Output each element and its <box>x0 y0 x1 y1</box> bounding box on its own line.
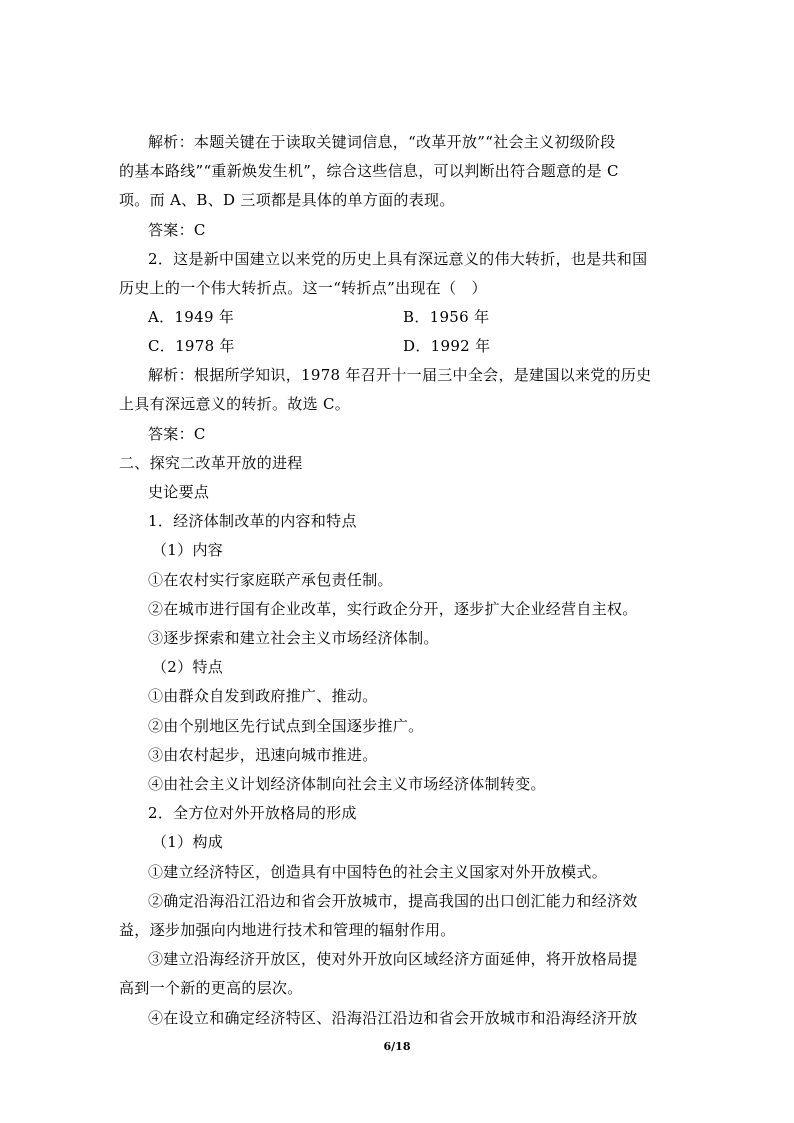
analysis-1-line-3: 项。而 A、B、D 三项都是具体的单方面的表现。 <box>119 191 455 209</box>
list-item: ②确定沿海沿江沿边和省会开放城市，提高我国的出口创汇能力和经济效 <box>148 892 638 910</box>
option-a: A．1949 年 <box>148 308 235 326</box>
option-d: D．1992 年 <box>403 337 491 355</box>
option-c: C．1978 年 <box>148 337 235 355</box>
point-1-sub-2: （2）特点 <box>152 658 224 676</box>
list-item-continuation: 高到一个新的更高的层次。 <box>119 979 303 997</box>
option-b: B．1956 年 <box>403 308 490 326</box>
analysis-2-line-2: 上具有深远意义的转折。故选 C。 <box>119 395 351 413</box>
question-2-line-2: 历史上的一个伟大转折点。这一“转折点”出现在（ ） <box>119 279 487 297</box>
list-item: ②由个别地区先行试点到全国逐步推广。 <box>148 717 424 735</box>
list-item: ①由群众自发到政府推广、推动。 <box>148 687 378 705</box>
answer-1: 答案：C <box>148 221 206 239</box>
list-item-continuation: 益，逐步加强向内地进行技术和管理的辐射作用。 <box>119 921 456 939</box>
analysis-1-line-1: 解析：本题关键在于读取关键词信息，“改革开放”“社会主义初级阶段 <box>148 133 616 151</box>
list-item: ③逐步探索和建立社会主义市场经济体制。 <box>148 629 439 647</box>
question-2-line-1: 2．这是新中国建立以来党的历史上具有深远意义的伟大转折，也是共和国 <box>148 250 648 268</box>
list-item: ④由社会主义计划经济体制向社会主义市场经济体制转变。 <box>148 775 546 793</box>
answer-2: 答案：C <box>148 425 206 443</box>
subsection-heading: 史论要点 <box>148 483 210 501</box>
point-2-sub-1: （1）构成 <box>152 833 224 851</box>
list-item: ③建立沿海经济开放区，使对外开放向区域经济方面延伸，将开放格局提 <box>148 950 638 968</box>
point-2-heading: 2．全方位对外开放格局的形成 <box>148 804 357 822</box>
list-item: ②在城市进行国有企业改革，实行政企分开，逐步扩大企业经营自主权。 <box>148 600 638 618</box>
page-number: 6/18 <box>383 1040 411 1053</box>
analysis-1-line-2: 的基本路线”“重新焕发生机”，综合这些信息，可以判断出符合题意的是 C <box>119 162 619 180</box>
point-1-sub-1: （1）内容 <box>152 541 224 559</box>
list-item: ④在设立和确定经济特区、沿海沿江沿边和省会开放城市和沿海经济开放 <box>148 1009 638 1027</box>
point-1-heading: 1．经济体制改革的内容和特点 <box>148 512 357 530</box>
list-item: ①建立经济特区，创造具有中国特色的社会主义国家对外开放模式。 <box>148 863 608 881</box>
section-heading: 二、探究二改革开放的进程 <box>119 454 303 472</box>
list-item: ①在农村实行家庭联产承包责任制。 <box>148 571 393 589</box>
list-item: ③由农村起步，迅速向城市推进。 <box>148 746 378 764</box>
analysis-2-line-1: 解析：根据所学知识，1978 年召开十一届三中全会，是建国以来党的历史 <box>148 366 652 384</box>
